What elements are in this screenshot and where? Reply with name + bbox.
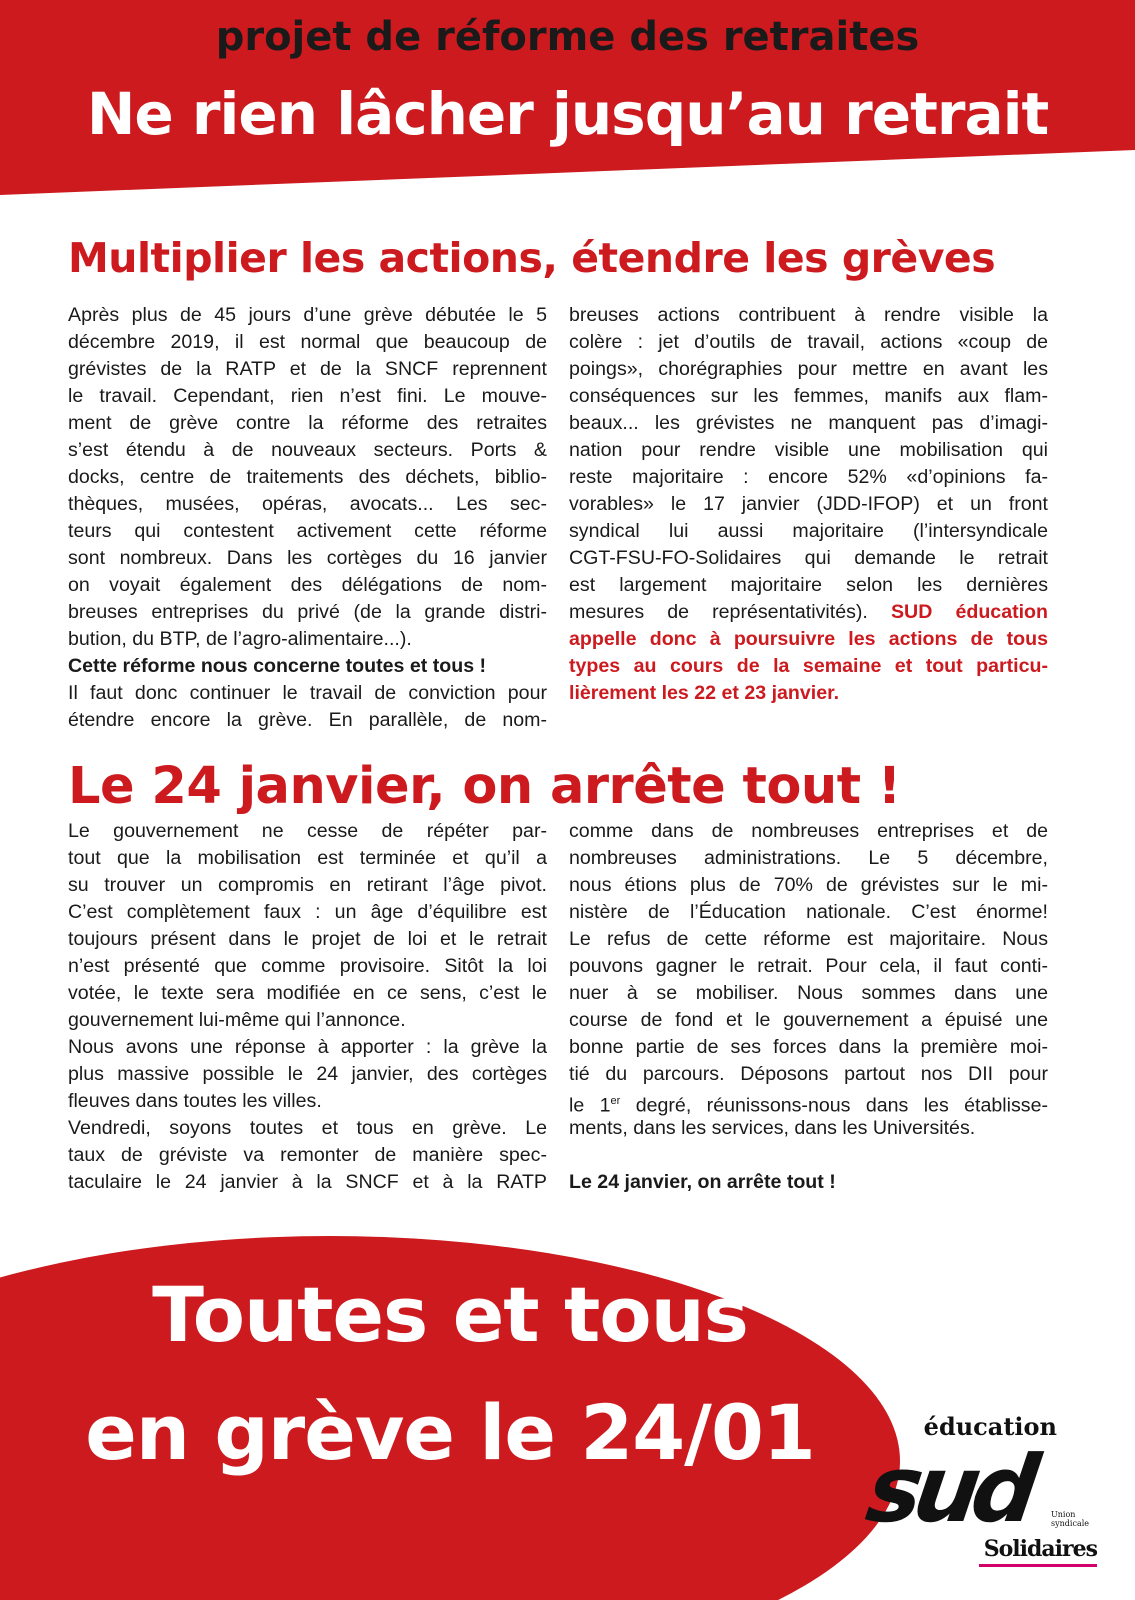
paragraph-line: C’est complètement faux : un âge d’équilibre est [68,901,547,923]
mixed-line [569,599,1048,626]
logo-sud-text: sud [860,1436,1038,1543]
superscript: er [610,1095,621,1107]
paragraph-line: poings», chorégraphies pour mettre en avant les [569,358,1048,380]
paragraph-line: Le refus de cette réforme est majoritaire. Nous [569,928,1048,950]
slogan-line-1: Toutes et tous [152,1270,748,1359]
sud-education-logo [860,1408,1101,1578]
paragraph-line: Le gouvernement ne cesse de répéter par- [68,820,547,842]
paragraph-line: teurs qui contestent activement cette réforme [68,520,547,542]
header-supertitle: projet de réforme des retraites [215,14,920,60]
paragraph-line: n’est présenté que comme provisoire. Sitôt la loi [68,955,547,977]
paragraph-line: vorables» le 17 janvier (JDD-IFOP) et un front [569,493,1048,515]
section1-column-right [569,302,1048,707]
paragraph-line: nistère de l’Éducation nationale. C’est énorme! [569,901,1048,923]
logo-union-line2: syndicale [1051,1519,1089,1528]
paragraph-line: thèques, musées, opéras, avocats... Les sec- [68,493,547,515]
paragraph-line: Il faut donc continuer le travail de conviction pour [68,682,547,704]
paragraph-line: nuer à se mobiliser. Nous sommes dans une [569,982,1048,1004]
logo-education-text: éducation [923,1412,1057,1441]
paragraph-line: ment de grève contre la réforme des retraites [68,412,547,434]
plain-text: mesures de représentativités). [569,601,868,623]
paragraph-line: Nous avons une réponse à apporter : la grève la [68,1036,547,1058]
paragraph-line: conséquences sur les femmes, manifs aux flam- [569,385,1048,407]
paragraph-line: comme dans de nombreuses entreprises et de [569,820,1048,842]
paragraph-line: plus massive possible le 24 janvier, des cortèges [68,1063,547,1085]
paragraph-line: tout que la mobilisation est terminée et qu’il a [68,847,547,869]
paragraph-line: breuses actions contribuent à rendre visible la [569,304,1048,326]
paragraph-line: bonne partie de ses forces dans la première moi- [569,1036,1048,1058]
slogan-line-2: en grève le 24/01 [85,1388,815,1477]
section-title-24-janvier: Le 24 janvier, on arrête tout ! [68,757,901,816]
paragraph-line: nation pour rendre visible une mobilisation qui [569,439,1048,461]
section2-column-left [68,818,547,1196]
paragraph-line: colère : jet d’outils de travail, actions «coup de [569,331,1048,353]
header-banner [0,0,1135,200]
closing-statement: Le 24 janvier, on arrête tout ! [569,1171,836,1193]
plain-text: le 1 [569,1094,611,1117]
logo-union-line1: Union [1051,1510,1076,1519]
paragraph-line: beaux... les grévistes ne manquent pas d’imagi- [569,412,1048,434]
paragraph-line: breuses entreprises du privé (de la grande distri- [68,601,547,623]
red-callout-line: types au cours de la semaine et tout particu- [569,655,1048,677]
plain-text: degré, réunissons-nous dans les établisse- [620,1094,1049,1117]
section-title-actions: Multiplier les actions, étendre les grèves [68,234,996,282]
degree-line [569,1088,1048,1115]
spacer [569,1142,1048,1169]
bold-statement: Cette réforme nous concerne toutes et tous ! [68,655,487,677]
paragraph-line: pouvons gagner le retrait. Pour cela, il faut conti- [569,955,1048,977]
paragraph-line: CGT-FSU-FO-Solidaires qui demande le retrait [569,547,1048,569]
paragraph-line: nombreuses administrations. Le 5 décembre, [569,847,1048,869]
red-callout-line: lièrement les 22 et 23 janvier. [569,682,840,704]
paragraph-line: tié du parcours. Déposons partout nos DII pour [569,1063,1048,1085]
paragraph-line: syndical lui aussi majoritaire (l’intersyndicale [569,520,1048,542]
paragraph-line: on voyait également des délégations de nom- [68,574,547,596]
paragraph-line: est largement majoritaire selon les dernières [569,574,1048,596]
logo-union-syndicale [1051,1510,1089,1528]
paragraph-line: votée, le texte sera modifiée en ce sens, c’est le [68,982,547,1004]
logo-underline [979,1564,1097,1567]
section2-column-right [569,818,1048,1196]
paragraph-line: bution, du BTP, de l’agro-alimentaire...). [68,628,412,650]
red-callout-start: SUD éducation [890,601,1048,623]
paragraph-line: décembre 2019, il est normal que beaucoup de [68,331,547,353]
red-callout-line: appelle donc à poursuivre les actions de tous [569,628,1048,650]
paragraph-line: toujours présent dans le projet de loi et le retrait [68,928,547,950]
paragraph-line: le travail. Cependant, rien n’est fini. Le mouve- [68,385,547,407]
paragraph-line: taux de gréviste va remonter de manière spec- [68,1144,547,1166]
section1-column-left [68,302,547,734]
paragraph-line: s’est étendu à de nouveaux secteurs. Ports & [68,439,547,461]
paragraph-line: étendre encore la grève. En parallèle, de nom- [68,709,547,731]
paragraph-line: course de fond et le gouvernement a épuisé une [569,1009,1048,1031]
paragraph-line: docks, centre de traitements des déchets, biblio- [68,466,547,488]
paragraph-line: taculaire le 24 janvier à la SNCF et à la RATP [68,1171,547,1193]
paragraph-line: grévistes de la RATP et de la SNCF reprennent [68,358,547,380]
paragraph-line: reste majoritaire : encore 52% «d’opinions fa- [569,466,1048,488]
paragraph-line: su trouver un compromis en retirant l’âge pivot. [68,874,547,896]
paragraph-line: ments, dans les services, dans les Universités. [569,1117,976,1139]
paragraph-line: nous étions plus de 70% de grévistes sur le mi- [569,874,1048,896]
paragraph-line: fleuves dans toutes les villes. [68,1090,322,1112]
paragraph-line: gouvernement lui-même qui l’annonce. [68,1009,406,1031]
paragraph-line: Après plus de 45 jours d’une grève débutée le 5 [68,304,547,326]
paragraph-line: sont nombreux. Dans les cortèges du 16 janvier [68,547,547,569]
logo-solidaires-text: Solidaires [983,1536,1097,1562]
paragraph-line: Vendredi, soyons toutes et tous en grève. Le [68,1117,547,1139]
header-title: Ne rien lâcher jusqu’au retrait [86,80,1049,148]
